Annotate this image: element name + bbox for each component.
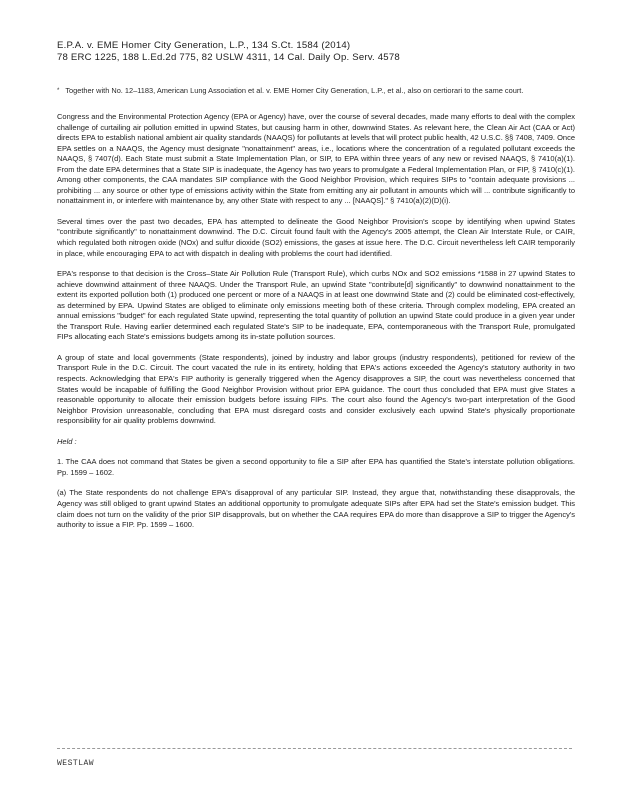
syllabus-body (57, 112, 575, 541)
case-footnote (57, 86, 573, 96)
citation-line-2: 78 ERC 1225, 188 L.Ed.2d 775, 82 USLW 4311, 14 Cal. Daily Op. Serv. 4578 (57, 52, 400, 63)
paragraph-history: Several times over the past two decades, EPA has attempted to delineate the Good Neighbor Provision's scope by identifying when upwind States "contribute significantly" to nonattainment downwind. The D.C. Circuit found fault with the Agency's 2005 attempt, the Clean Air Interstate Rule, or CAIR, which regulated both nitrogen oxide (NOx) and sulfur dioxide (SO2) emissions, the gases at issue here. The D.C. Circuit nevertheless left CAIR temporarily in place, while encouraging EPA to act with dispatch in dealing with problems the court had identified. (57, 216, 575, 258)
footnote-marker: * (57, 88, 60, 94)
paragraph-transport-rule: EPA's response to that decision is the Cross–State Air Pollution Rule (Transport Rule), which curbs NOx and SO2 emissions *1588 in 27 upwind States to achieve downwind attainment of three NAAQS. Under the Transport Rule, an upwind State "contribute[d] significantly" to downwind nonattainment to the extent its exported pollution both (1) produced one percent or more of a NAAQS in at least one downwind State and (2) could be eliminated cost-effectively, as determined by EPA. Upwind States are obliged to eliminate only emissions meeting both of these criteria. Through complex modeling, EPA created an annual emissions "budget" for each regulated State upwind, representing the total quantity of pollution an upwind State could produce in a given year under the Transport Rule. Having earlier determined each regulated State's SIP to be inadequate, EPA, contemporaneous with the Transport Rule, promulgated FIPs allocating each State's emissions budgets among its in-state pollution sources. (57, 269, 575, 342)
citation-line-1: E.P.A. v. EME Homer City Generation, L.P., 134 S.Ct. 1584 (2014) (57, 40, 351, 51)
holding-point-1a: (a) The State respondents do not challenge EPA's disapproval of any particular SIP. Instead, they argue that, notwithstanding these disapprovals, the Agency was still obliged to grant upwind States an additional opportunity to promulgate adequate SIPs after EPA had set the State's emission budget. This claim does not turn on the validity of the prior SIP disapprovals, but on whether the CAA requires EPA do more than disapprove a SIP to trigger the Agency's authority to issue a FIP. Pp. 1599 – 1600. (57, 488, 575, 530)
holding-point-1: 1. The CAA does not command that States be given a second opportunity to file a SIP after EPA has quantified the State's interstate pollution obligations. Pp. 1599 – 1602. (57, 457, 575, 477)
citation-header (57, 40, 577, 64)
paragraph-background: Congress and the Environmental Protection Agency (EPA or Agency) have, over the course of several decades, made many efforts to deal with the complex challenge of curtailing air pollution emitted in upwind States, but causing harm in other, downwind States. As relevant here, the Clean Air Act (CAA or Act) directs EPA to establish national ambient air quality standards (NAAQS) for pollutants at levels that will protect public health, 42 U.S.C. §§ 7408, 7409. Once EPA settles on a NAAQS, the Agency must designate "nonattainment" areas, i.e., locations where the concentration of a regulated pollutant exceeds the NAAQS, § 7407(d). Each State must submit a State Implementation Plan, or SIP, to EPA within three years of any new or revised NAAQS, § 7410(a)(1). From the date EPA determines that a State SIP is inadequate, the Agency has two years to promulgate a Federal Implementation Plan, or FIP, § 7410(c)(1). Among other components, the CAA mandates SIP compliance with the Good Neighbor Provision, which requires SIPs to "contain adequate provisions ... prohibiting ... any source or other type of emissions activity within the State from emitting any air pollutant in amounts which will ... contribute significantly to nonattainment in, or interfere with maintenance by, any other State with respect to any ... [NAAQS]." § 7410(a)(2)(D)(i). (57, 112, 575, 206)
paragraph-procedural: A group of state and local governments (State respondents), joined by industry and labor groups (industry respondents), petitioned for review of the Transport Rule in the D.C. Circuit. The court vacated the rule in its entirety, holding that EPA's actions exceeded the Agency's statutory authority in two respects. Acknowledging that EPA's FIP authority is generally triggered when the Agency disapproves a SIP, the court was nevertheless concerned that States would be incapable of fulfilling the Good Neighbor Provision without prior EPA guidance. The court thus concluded that EPA must give States a reasonable opportunity to allocate their emission budgets before issuing FIPs. The court also found the Agency's two-part interpretation of the Good Neighbor Provision unreasonable, concluding that EPA must disregard costs and consider exclusively each upwind State's physically proportionate responsibility for air quality problems downwind. (57, 352, 575, 426)
footer-logo: WESTLAW (57, 759, 95, 768)
footnote-text: Together with No. 12–1183, American Lung Association et al. v. EME Homer City Generation, L.P., et al., also on certiorari to the same court. (65, 86, 524, 95)
footer-divider (57, 748, 572, 749)
held-heading: Held : (57, 436, 77, 446)
